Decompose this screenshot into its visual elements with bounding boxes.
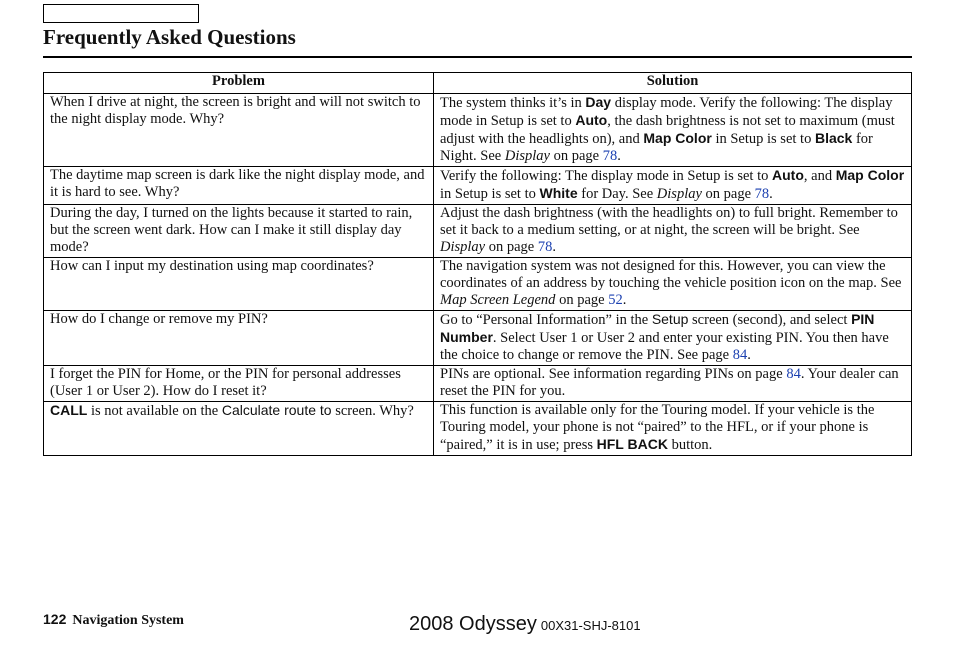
auto-label: Auto (575, 112, 608, 128)
problem-cell: The daytime map screen is dark like the night display mode, and it is hard to see. Why? (44, 167, 434, 205)
solution-cell: Adjust the dash brightness (with the headlights on) to full bright. Remember to set it back to a medium setting, or at night, the screen will be bright. See Display on page 78. (434, 205, 912, 258)
title-rule (43, 56, 912, 58)
page-link[interactable]: 84 (732, 347, 748, 363)
solution-cell: This function is available only for the Touring model. If your vehicle is the Touring model, your phone is not “paired” to the HFL, or if your phone is “paired,” it is in use; press HFL BACK button. (434, 402, 912, 456)
table-row (44, 205, 912, 258)
map-color-label: Map Color (835, 167, 905, 183)
solution-cell: Verify the following: The display mode in Setup is set to Auto, and Map Color in Setup is set to White for Day. See Display on page 78. (434, 167, 912, 205)
table-row (44, 402, 912, 456)
problem-cell: I forget the PIN for Home, or the PIN for personal addresses (User 1 or User 2). How do I reset it? (44, 366, 434, 402)
black-label: Black (814, 130, 853, 146)
problem-column-header: Problem (44, 73, 434, 94)
model-name: 2008 Odyssey (409, 613, 537, 635)
setup-label: Setup (651, 311, 689, 327)
problem-cell: During the day, I turned on the lights because it started to rain, but the screen went dark. How can I make it still display day mode? (44, 205, 434, 258)
problem-cell: CALL is not available on the Calculate route to screen. Why? (44, 402, 434, 456)
problem-cell: How can I input my destination using map coordinates? (44, 258, 434, 311)
table-row (44, 258, 912, 311)
display-ref: Display (504, 148, 550, 164)
pin-number-label: PIN Number (440, 311, 875, 345)
page-link[interactable]: 78 (754, 186, 770, 202)
problem-cell: When I drive at night, the screen is bright and will not switch to the night display mode. Why? (44, 94, 434, 167)
table-row (44, 311, 912, 366)
solution-cell: Go to “Personal Information” in the Setup screen (second), and select PIN Number. Select User 1 or User 2 and enter your existing PIN. You then have the choice to change or remove the PIN. See page 84. (434, 311, 912, 366)
footer-left (43, 611, 184, 629)
footer-right (409, 613, 641, 636)
document-code: 00X31-SHJ-8101 (540, 618, 641, 633)
page-link[interactable]: 84 (786, 366, 801, 382)
problem-cell: How do I change or remove my PIN? (44, 311, 434, 366)
solution-column-header: Solution (434, 73, 912, 94)
page-number: 122 (43, 611, 67, 627)
display-ref: Display (440, 239, 486, 255)
display-ref: Display (656, 186, 702, 202)
table-row (44, 167, 912, 205)
faq-table (43, 72, 912, 456)
map-color-label: Map Color (643, 130, 712, 146)
white-label: White (539, 185, 578, 201)
day-label: Day (585, 94, 612, 110)
table-header-row (44, 73, 912, 94)
header-tab-box (43, 4, 199, 23)
page-link[interactable]: 52 (608, 292, 623, 308)
table-row (44, 94, 912, 167)
table-row (44, 366, 912, 402)
page-title: Frequently Asked Questions (43, 25, 296, 49)
solution-cell: PINs are optional. See information regarding PINs on page 84. Your dealer can reset the PIN for you. (434, 366, 912, 402)
solution-cell: The navigation system was not designed for this. However, you can view the coordinates of an address by touching the vehicle position icon on the map. See Map Screen Legend on page 52. (434, 258, 912, 311)
page-link[interactable]: 78 (602, 148, 618, 164)
section-name: Navigation System (72, 613, 184, 628)
calculate-route-label: Calculate route to (221, 402, 332, 418)
auto-label: Auto (772, 167, 804, 183)
call-label: CALL (50, 402, 88, 418)
map-screen-legend-ref: Map Screen Legend (440, 292, 556, 308)
page-link[interactable]: 78 (537, 239, 553, 255)
hfl-back-label: HFL BACK (596, 436, 668, 452)
solution-cell: The system thinks it’s in Day display mode. Verify the following: The display mode in Setup is set to Auto, the dash brightness is not set to maximum (must adjust with the headlights on), and Map Color in Setup is set to Black for Night. See Display on page 78. (434, 94, 912, 167)
